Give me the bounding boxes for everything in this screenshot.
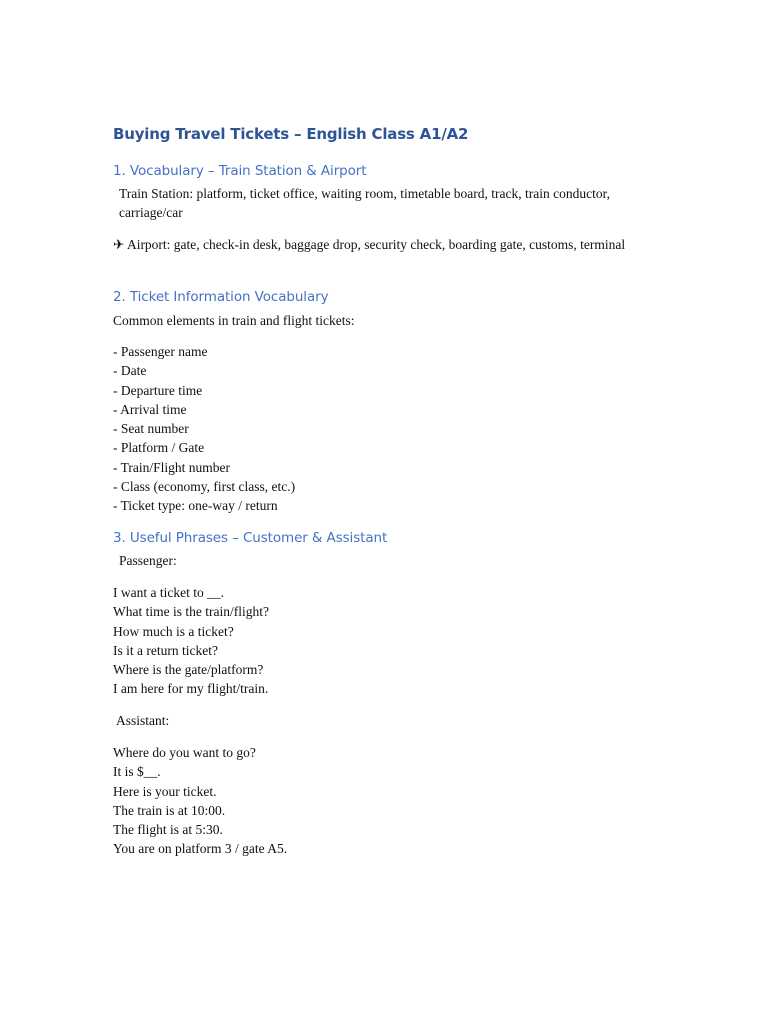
list-item: How much is a ticket?: [113, 623, 234, 639]
list-item: - Class (economy, first class, etc.): [113, 479, 296, 495]
list-item: Where do you want to go?: [113, 745, 256, 760]
list-item: Is it a return ticket?: [113, 642, 218, 658]
list-item: The flight is at 5:30.: [113, 822, 223, 838]
airport-vocabulary: ✈ Airport: gate, check-in desk, baggage drop, security check, boarding gate, customs, terminal: [113, 237, 626, 252]
list-item: - Platform / Gate: [113, 440, 205, 456]
list-item: Where is the gate/platform?: [113, 662, 264, 678]
ticket-elements-list: [113, 342, 658, 516]
list-item: What time is the train/flight?: [113, 604, 269, 620]
list-item: - Train/Flight number: [113, 459, 231, 475]
document-title: Buying Travel Tickets – English Class A1/A2: [113, 125, 469, 143]
list-item: I want a ticket to __.: [113, 585, 224, 600]
ticket-elements-intro: Common elements in train and flight tickets:: [113, 313, 355, 328]
list-item: Here is your ticket.: [113, 783, 217, 799]
passenger-phrases-list: [113, 583, 658, 699]
list-item: - Ticket type: one-way / return: [113, 498, 278, 514]
list-item: - Date: [113, 363, 147, 379]
list-item: - Departure time: [113, 382, 203, 398]
list-item: The train is at 10:00.: [113, 802, 226, 818]
passenger-label: Passenger:: [119, 553, 177, 568]
assistant-phrases-list: [113, 743, 658, 859]
list-item: - Passenger name: [113, 344, 208, 359]
list-item: You are on platform 3 / gate A5.: [113, 841, 288, 857]
section-heading-ticket-information: 2. Ticket Information Vocabulary: [113, 289, 329, 305]
list-item: - Arrival time: [113, 401, 187, 417]
train-station-vocabulary: Train Station: platform, ticket office, waiting room, timetable board, track, train conductor, carriage/car: [119, 186, 610, 221]
assistant-label: Assistant:: [116, 713, 170, 728]
list-item: I am here for my flight/train.: [113, 681, 269, 697]
section-heading-vocabulary: 1. Vocabulary – Train Station & Airport: [113, 163, 367, 179]
list-item: It is $__.: [113, 764, 161, 780]
section-heading-useful-phrases: 3. Useful Phrases – Customer & Assistant: [113, 530, 388, 546]
list-item: - Seat number: [113, 421, 189, 437]
